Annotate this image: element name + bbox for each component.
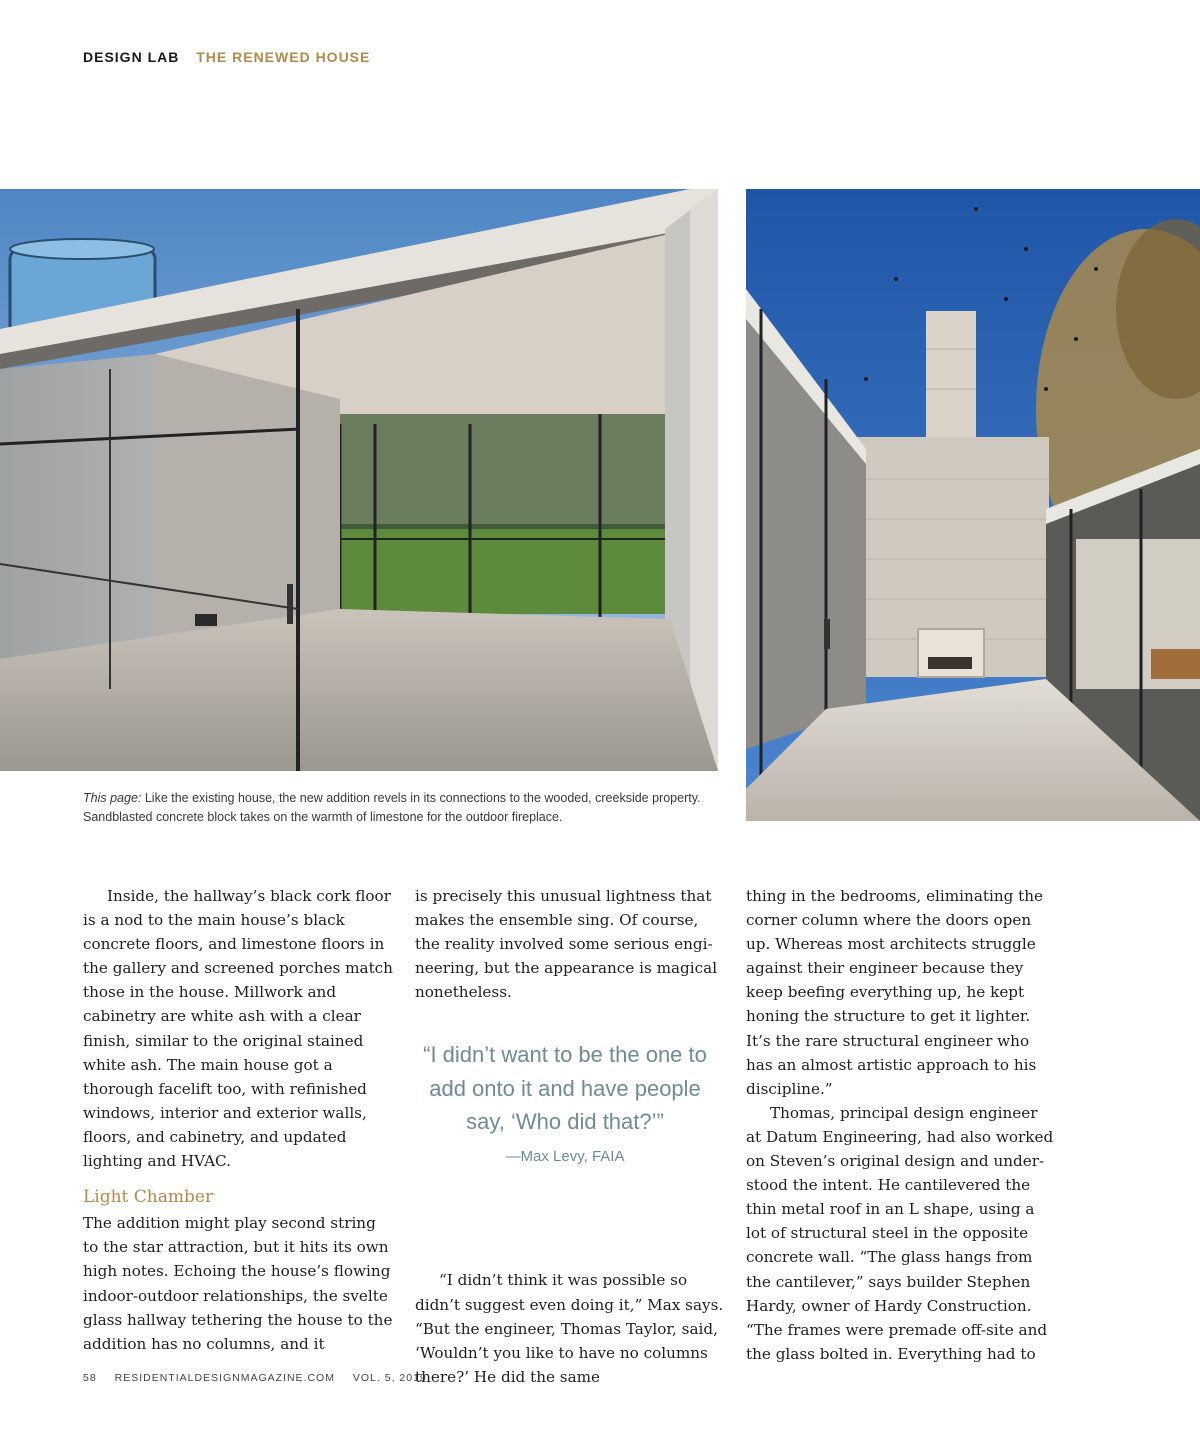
paragraph: thing in the bedrooms, eliminating the corner column where the doors open up. Whereas most architects struggle against their engineer because they keep beefing everything up, he kept honing the structure to get it lighter. It’s the rare structural engineer who has an almost artistic approach to his discipline.” [746,887,1044,1098]
page-footer [83,1372,441,1384]
caption-text: Like the existing house, the new addition revels in its connections to the wooded, creekside property. Sandblasted concrete block takes on the warmth of limestone for the outdoor fireplace. [83,791,701,824]
footer-volume: VOL. 5, 2019 [352,1372,427,1384]
article-column-3 [746,884,1056,1366]
photo-fireplace [746,189,1200,821]
section-label: DESIGN LAB [83,49,180,65]
paragraph: The addition might play second string to the star attraction, but it hits its own high notes. Echoing the house’s flowing indoor-outdoor relationships, the svelte glass hallway tethering the house to the addition has no columns, and it [83,1214,393,1353]
subhead: Light Chamber [83,1187,214,1208]
pull-quote [415,1038,715,1167]
photo-porch [0,189,718,771]
running-header [83,49,370,65]
photo-caption [83,789,723,827]
article-column-1 [83,884,393,1356]
page-number: 58 [83,1372,97,1384]
subsection-label: THE RENEWED HOUSE [196,49,371,65]
caption-lead: This page: [83,791,142,805]
paragraph: Inside, the hallway’s black cork floor is a nod to the main house’s black concrete floors, and limestone floors in the gallery and screened porches match those in the house. Millwork and cabinetry are white ash with a clear finish, similar to the original stained white ash. The main house got a thorough facelift too, with refinished windows, interior and exterior walls, floors, and cabinetry, and updated lighting and HVAC. [83,887,393,1171]
footer-site: RESIDENTIALDESIGNMAGAZINE.COM [114,1372,335,1384]
paragraph: is precisely this unusual lightness that makes the ensemble sing. Of course, the reality involved some serious engi-neering, but the appearance is magical nonetheless. [415,887,718,1002]
pull-quote-text: “I didn’t want to be the one to add onto it and have people say, ‘Who did that?’” [423,1042,707,1134]
paragraph: Thomas, principal design engineer at Datum Engineering, had also worked on Steven’s original design and under-stood the intent. He cantilevered the thin metal roof in an L shape, using a lot of structural steel in the opposite concrete wall. “The glass hangs from the cantilever,” says builder Stephen Hardy, owner of Hardy Construction. “The frames were premade off-site and the glass bolted in. Everything had to [746,1103,1054,1363]
pull-quote-attribution: —Max Levy, FAIA [505,1147,625,1165]
paragraph: “I didn’t think it was possible so didn’t suggest even doing it,” Max says. “But the engineer, Thomas Taylor, said, ‘Wouldn’t you like to have no columns there?’ He did the same [415,1271,724,1386]
